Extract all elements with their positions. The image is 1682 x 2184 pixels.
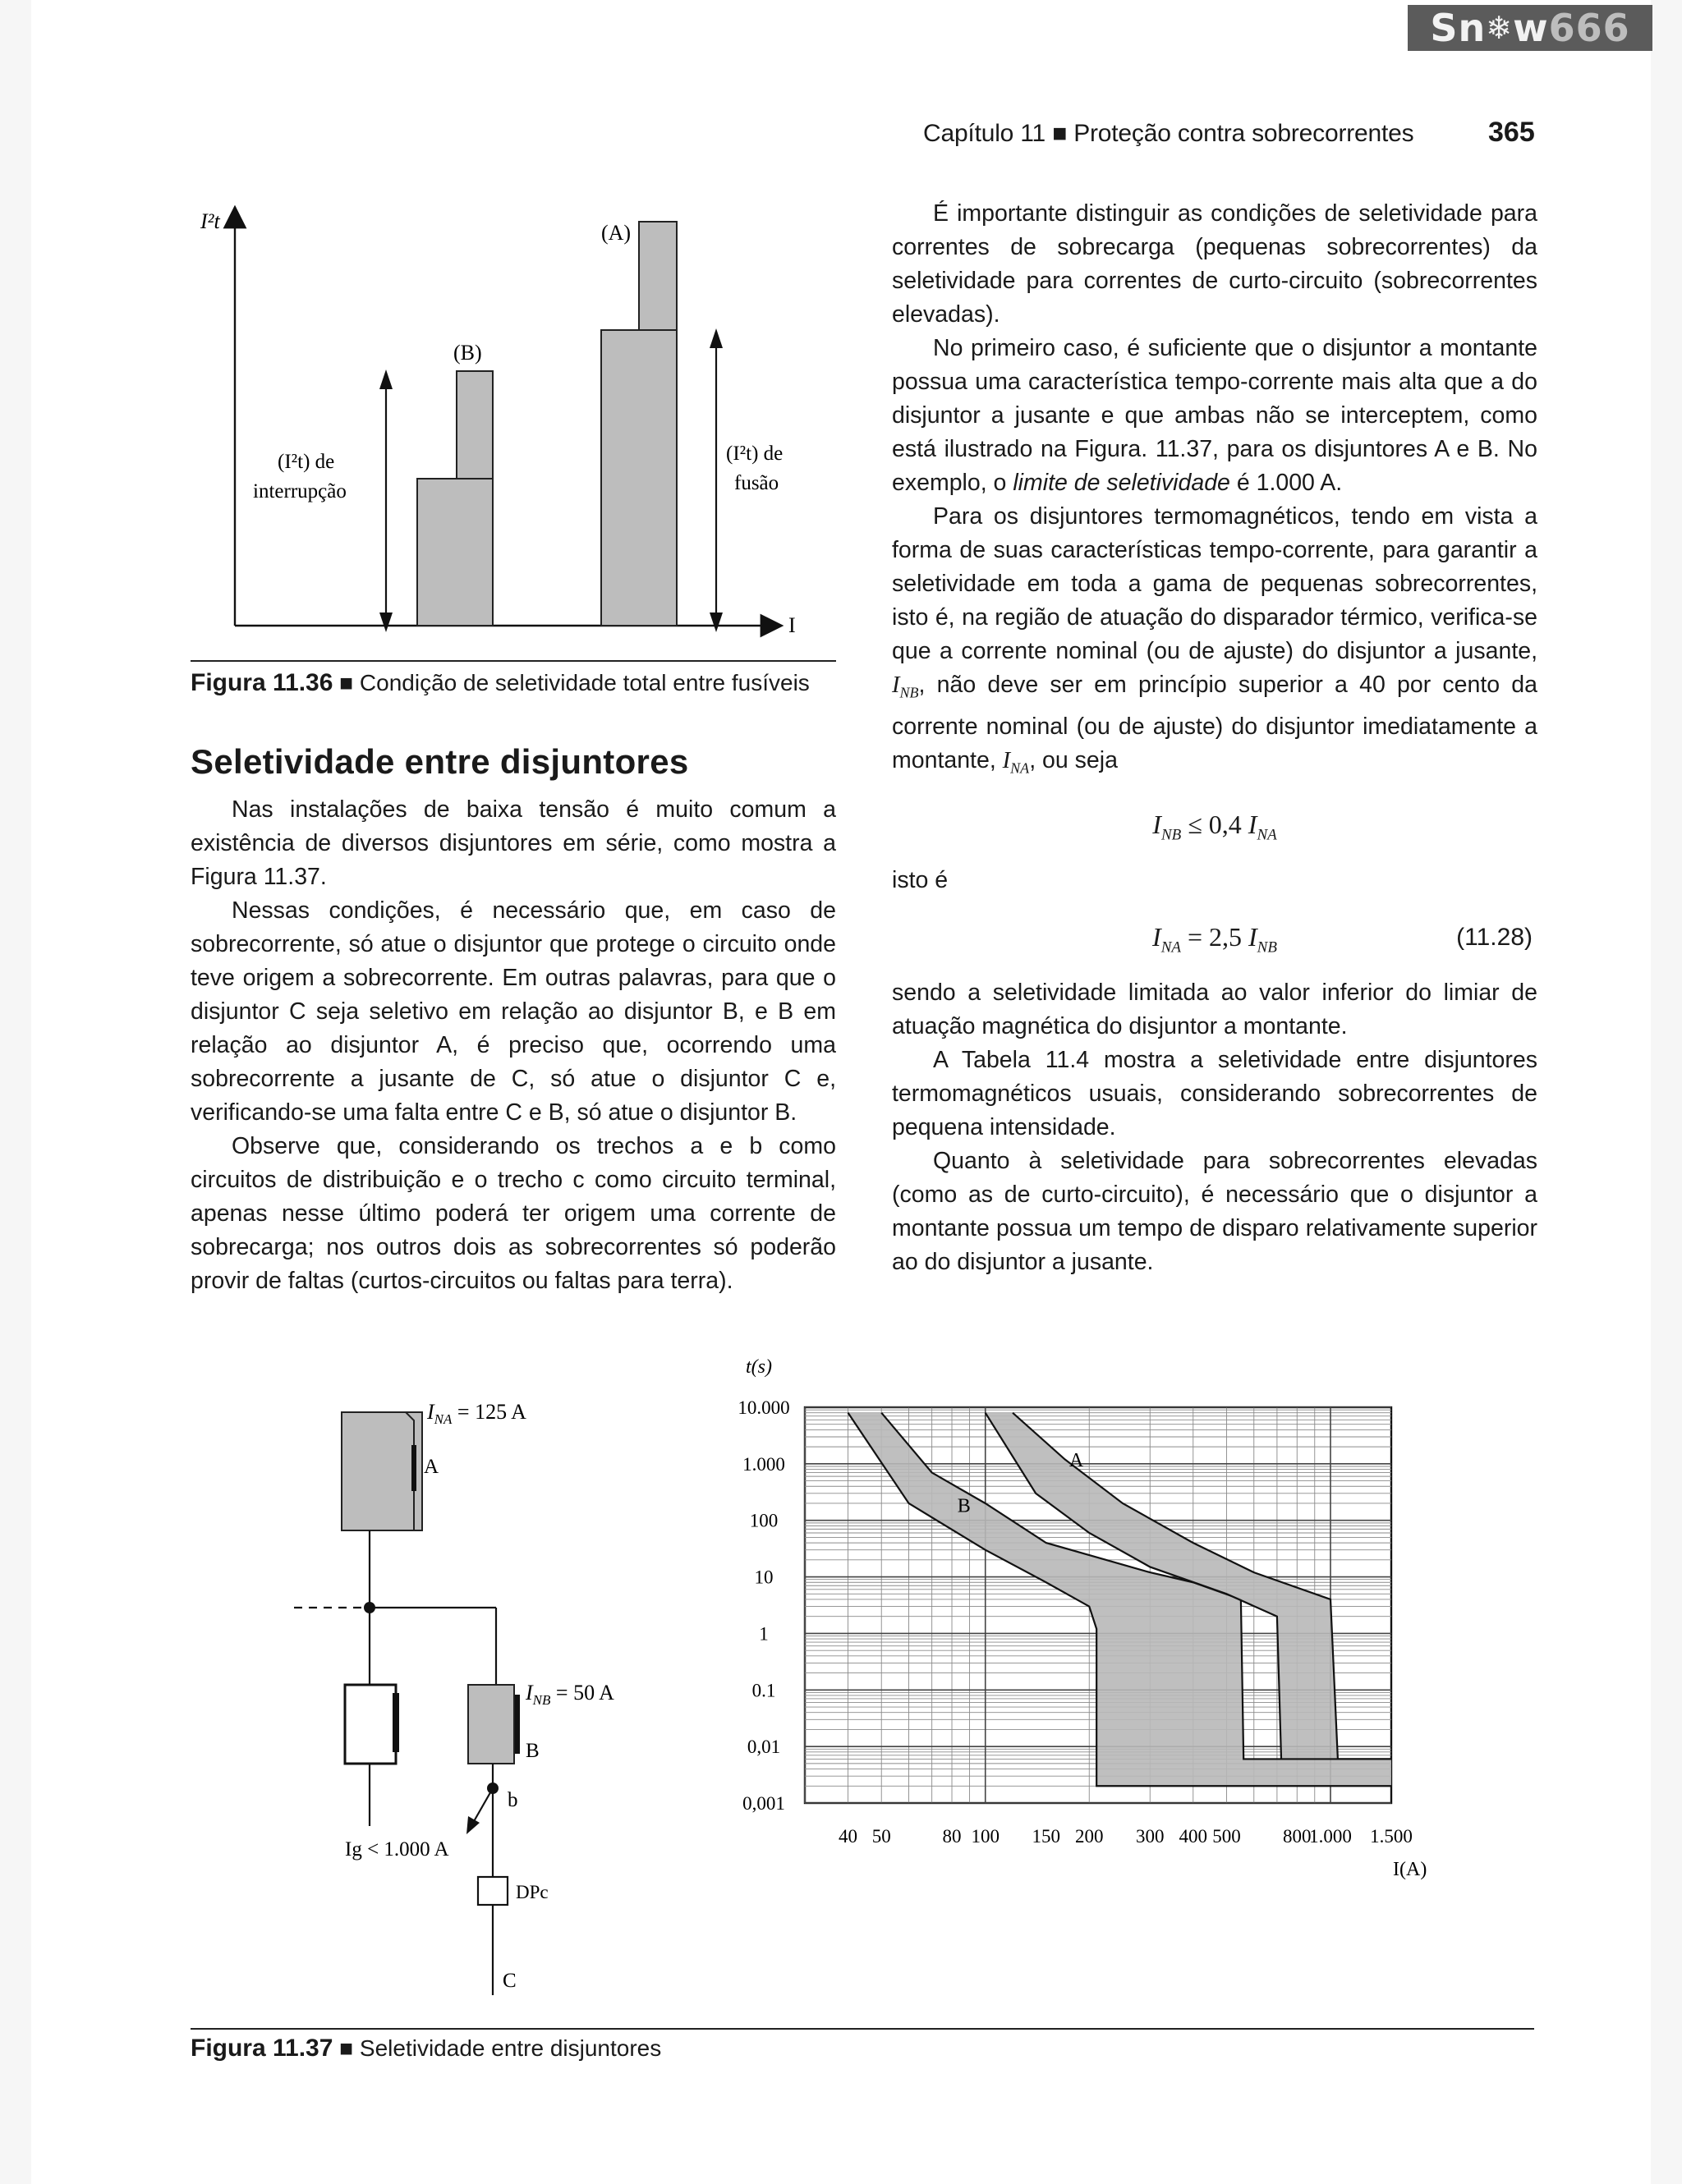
figure-11-36-caption <box>191 669 810 697</box>
x-tick-label: 1.500 <box>1370 1826 1413 1847</box>
fusion-label-line1: (I²t) de <box>726 443 784 465</box>
running-head: Capítulo 11 ■ Proteção contra sobrecorrentes <box>923 120 1414 147</box>
x-tick-label: 100 <box>971 1826 1000 1847</box>
caption-text: ■ Condição de seletividade total entre fusíveis <box>339 670 810 695</box>
y-tick-label: 1 <box>759 1623 769 1645</box>
interruption-label-line1: (I²t) de <box>278 451 335 473</box>
y-axis-label: I²t <box>200 209 220 233</box>
right-column <box>892 197 1537 1279</box>
figure-11-37-caption <box>191 2035 661 2062</box>
watermark-logo: Sn ❄ w 666 <box>1408 5 1652 51</box>
y-tick-label: 1.000 <box>742 1453 785 1475</box>
dpc-device <box>478 1877 508 1905</box>
fault-arrow <box>466 1788 493 1834</box>
y-tick-label: 100 <box>749 1510 779 1531</box>
caption-number: Figura 11.36 <box>191 669 333 696</box>
inb-label: $I_{NB} = 50$ A <box>526 1681 614 1708</box>
x-tick-label: 300 <box>1136 1826 1165 1847</box>
y-tick-label: 0,001 <box>742 1793 785 1814</box>
paragraph: É importante distinguir as condições de seletividade para correntes de sobrecarga (pequenas sobrecorrentes) da seletividade para correntes de curto-circuito (sobrecorrentes elevadas). <box>892 200 1537 328</box>
interruption-arrow <box>379 369 393 632</box>
figure-11-36 <box>189 205 846 640</box>
x-tick-label: 500 <box>1212 1826 1241 1847</box>
paragraph: isto é <box>892 867 949 894</box>
x-tick-label: 400 <box>1179 1826 1208 1847</box>
fusion-label-line2: fusão <box>734 472 779 494</box>
axes <box>235 217 772 626</box>
y-tick-label: 0.1 <box>751 1680 776 1701</box>
paragraph: Observe que, considerando os trechos a e b como circuitos de distribuição e o trecho c como circuito terminal, apenas nesse último poderá ter origem uma corrente de sobrecarga; nos outros dois as sobrecorrentes só poderão provir de faltas (curtos-circuitos ou faltas para terra). <box>191 1133 836 1294</box>
section-title: Seletividade entre disjuntores <box>191 742 689 781</box>
dpc-label: DPc <box>516 1882 549 1902</box>
x-tick-label: 200 <box>1075 1826 1104 1847</box>
y-tick-label: 0,01 <box>747 1737 781 1758</box>
series-label-b: B <box>957 1495 971 1517</box>
equation-11-28: $I_{NA} = 2,5$ $I_{NB}$ (11.28) <box>1152 922 1533 957</box>
figure-11-37-rule <box>191 2028 1534 2030</box>
interruption-label-line2: interrupção <box>253 480 347 502</box>
point-b-label: b <box>508 1789 518 1811</box>
paragraph: A Tabela 11.4 mostra a seletividade entre disjuntores termomagnéticos usuais, considerando sobrecorrentes de pequena intensidade. <box>892 1047 1537 1141</box>
y-tick-labels <box>738 1397 789 1814</box>
breaker-b-label: B <box>526 1740 540 1762</box>
fault-current-label: Ig < 1.000 A <box>345 1838 449 1861</box>
paragraph: Nas instalações de baixa tensão é muito comum a existência de diversos disjuntores em série, como mostra a Figura 11.37. <box>191 796 836 890</box>
page-number: 365 <box>1488 117 1535 148</box>
y-axis-title: t(s) <box>746 1356 772 1378</box>
x-tick-label: 50 <box>871 1826 891 1847</box>
fuse-a-bars <box>601 222 677 626</box>
y-tick-label: 10.000 <box>738 1397 790 1418</box>
breaker-a-label: A <box>424 1456 439 1478</box>
equation-inequality: $I_{NB} \le 0,4$ $I_{NA}$ <box>1152 810 1277 844</box>
paragraph: Quanto à seletividade para sobrecorrentes elevadas (como as de curto-circuito), é necessário que o disjuntor a montante possua um tempo de disparo relativamente superior ao do disjuntor a jusante. <box>892 1148 1537 1276</box>
breaker-left-unlabeled <box>345 1685 396 1826</box>
breaker-b <box>468 1685 517 1764</box>
x-tick-label: 1.000 <box>1309 1826 1352 1847</box>
x-tick-label: 80 <box>942 1826 962 1847</box>
fuse-b-bars <box>417 371 493 626</box>
x-tick-label: 150 <box>1032 1826 1060 1847</box>
paragraph: No primeiro caso, é suficiente que o disjuntor a montante possua uma característica tempo-corrente mais alta que a do disjuntor a jusante e que ambas não se interceptem, como está ilustrado na Figura. 11.37, para os disjuntores A e B. No exemplo, o limite de seletividade é 1.000 A. <box>892 335 1537 496</box>
paragraph: Para os disjuntores termomagnéticos, tendo em vista a forma de suas características tempo-corrente, para garantir a seletividade em toda a gama de pequenas sobrecorrentes, isto é, na região de atuação do disparador térmico, verifica-se que a corrente nominal (ou de ajuste) do disjuntor a jusante, $I_{NB}$, não deve ser em princípio superior a 40 por cento da corrente nominal (ou de ajuste) do disjuntor imediatamente a montante, $I_{NA}$, ou seja <box>892 503 1537 777</box>
fusion-arrow <box>710 328 723 632</box>
paragraph: sendo a seletividade limitada ao valor inferior do limiar de atuação magnética do disjuntor a montante. <box>892 980 1537 1040</box>
y-tick-label: 10 <box>754 1567 774 1588</box>
figure-11-36-rule <box>191 660 836 662</box>
circuit-diagram <box>279 1388 706 2012</box>
x-tick-label: 800 <box>1283 1826 1312 1847</box>
time-current-chart <box>682 1347 1454 1888</box>
caption-number: Figura 11.37 <box>191 2035 333 2062</box>
x-axis-title: I(A) <box>1393 1859 1427 1880</box>
label-b: (B) <box>453 341 482 365</box>
equation-number: (11.28) <box>1456 924 1533 952</box>
left-column <box>191 793 836 1298</box>
ina-label: $I_{NA} = 125$ A <box>427 1400 526 1427</box>
x-axis-label: I <box>788 613 796 637</box>
breaker-a <box>342 1412 422 1530</box>
x-tick-labels <box>839 1826 1413 1847</box>
label-a: (A) <box>601 221 632 245</box>
series-label-a: A <box>1068 1450 1084 1472</box>
circuit-c-label: C <box>503 1970 517 1992</box>
x-tick-label: 40 <box>839 1826 858 1847</box>
caption-text: ■ Seletividade entre disjuntores <box>339 2035 662 2061</box>
paragraph: Nessas condições, é necessário que, em caso de sobrecorrente, só atue o disjuntor que protege o circuito onde teve origem a sobrecorrente. Em outras palavras, para que o disjuntor C seja seletivo em relação ao disjuntor B, e B em relação ao disjuntor A, é preciso que, ocorrendo uma sobrecorrente a jusante de C, só atue o disjuntor C e, verificando-se uma falta entre C e B, só atue o disjuntor B. <box>191 897 836 1126</box>
